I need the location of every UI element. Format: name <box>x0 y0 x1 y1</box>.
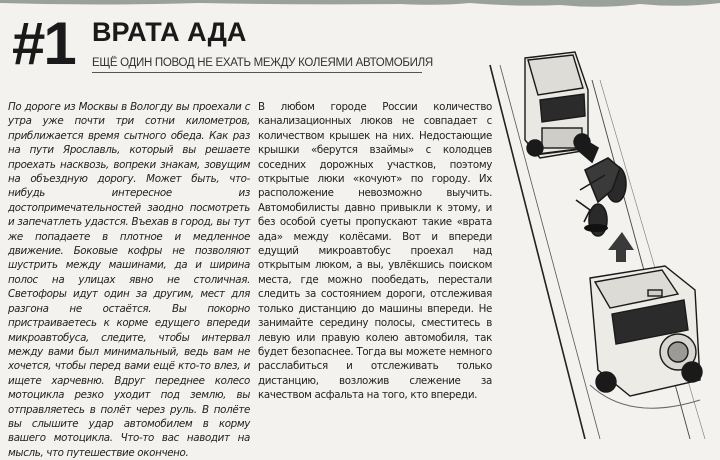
minibus-sketch <box>525 52 590 158</box>
top-edge-decoration <box>0 0 720 10</box>
right-column-text: В любом городе России количество канализационных люков не совпадает с количеством крышек на них. Недостающие крышки «берутся взаймы» с колодцев соседних дорожных участков, поэтому открытые люки «кочуют» по городу. Их расположение невозможно выучить. Автомобилисты давно привыкли к этому, и без особой суеты пропускают такие «врата ада» между колёсами. Вот и впереди едущий микроавтобус проехал над открытым люком, а вы, увлёкшись поиском места, где можно пообедать, перестали следить за состоянием дороги, отслеживая только дистанцию до машины впереди. Не занимайте середину полосы, сместитесь в левую или правую колею автомобиля, так будет безопаснее. Тогда вы можете немного расслабиться и отслеживать только дистанцию, возложив слежение за качеством асфальта на того, кто впереди. <box>258 101 492 402</box>
direction-arrow <box>608 232 634 262</box>
road-sketch-icon <box>480 50 720 439</box>
article-number: #1 <box>12 10 75 77</box>
motorcycle-sketch <box>576 142 626 236</box>
subtitle-underline <box>92 72 422 73</box>
article-subtitle: ЕЩЁ ОДИН ПОВОД НЕ ЕХАТЬ МЕЖДУ КОЛЕЯМИ АВТОМОБИЛЯ <box>92 57 433 69</box>
suv-sketch <box>590 266 702 408</box>
open-manhole <box>584 224 608 232</box>
article-title: ВРАТА АДА <box>92 17 247 47</box>
left-column-text: По дороге из Москвы в Вологду вы проехали с утра уже почти три сотни километров, приближается время сытного обеда. Как раз на пути Ярославль, который вы решаете проехать насквозь, вопреки знакам, зовущим на объездную дорогу. Может быть, что-нибудь интересное из достопримечательностей заодно посмотреть и запечатлеть удастся. Въехав в город, вы тут же попадаете в плотное и медленное движение. Боковые кофры не позволяют шустрить между машинами, да и ширина полос на улицах явно не столичная. Светофоры идут один за другим, мест для разгона не остаётся. Вы покорно пристраиваетесь к корме едущего впереди микроавтобуса, следите, чтобы интервал между вами был минимальный, ведь вам не хочется, чтобы перед вами ещё кто-то влез, и ищете харчевню. Вдруг переднее колесо мотоцикла резко уходит под землю, вы отправляетесь в полёт через руль. В полёте вы слышите удар автомобилем в корму вашего мотоцикла. Что-то вас наводит на мысль, что путешествие окончено. <box>8 101 250 459</box>
